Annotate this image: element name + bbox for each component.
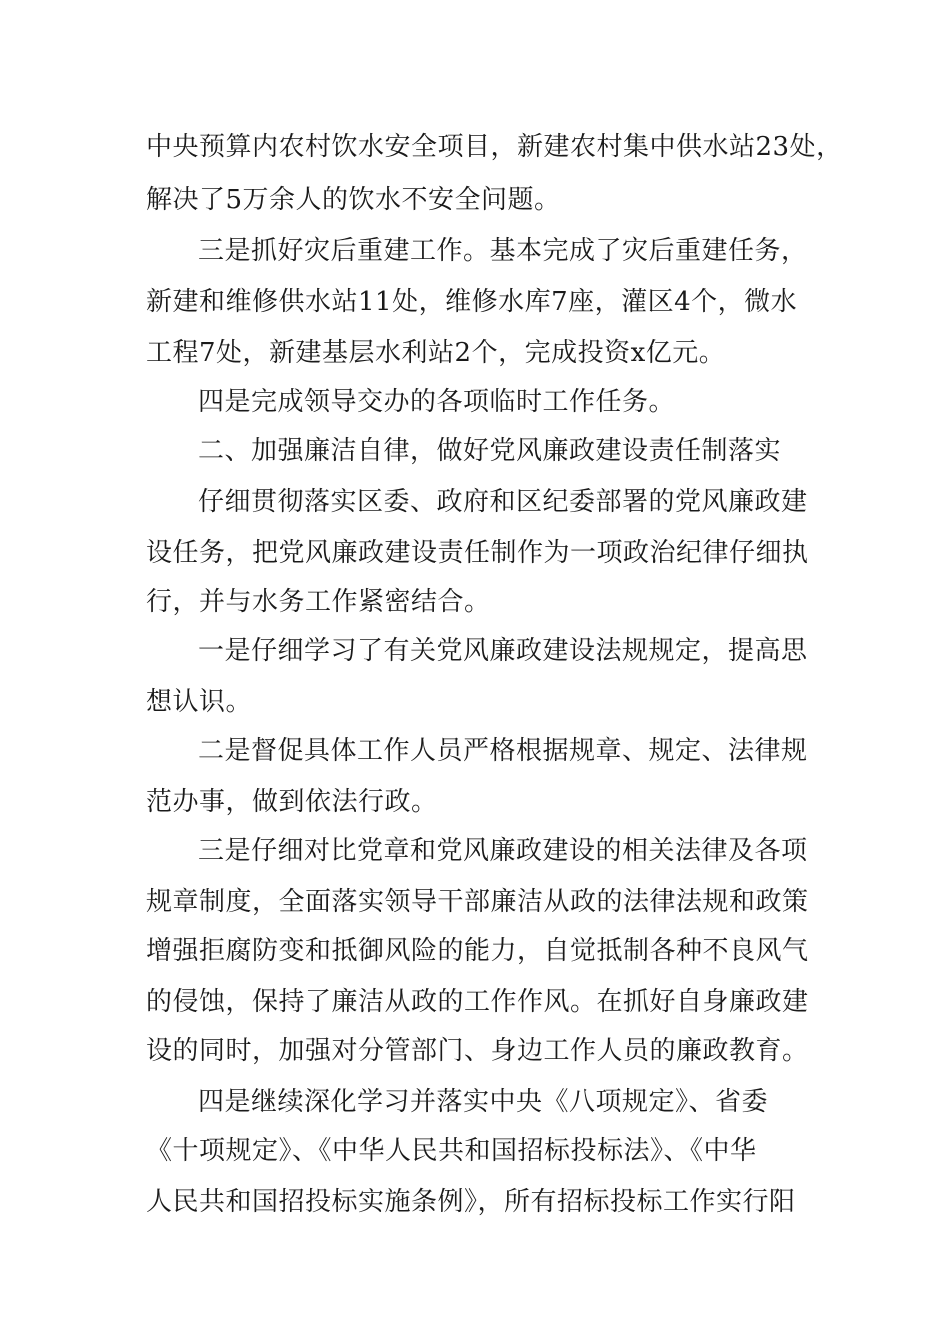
text-line: 设的同时，加强对分管部门、身边工作人员的廉政教育。: [146, 1036, 809, 1066]
text-line: 设任务，把党风廉政建设责任制作为一项政治纪律仔细执: [146, 538, 809, 568]
text-line: 规章制度，全面落实领导干部廉洁从政的法律法规和政策: [146, 887, 809, 917]
text-line: 工程7处，新建基层水利站2个，完成投资x亿元。: [146, 338, 726, 368]
text-line: 新建和维修供水站11处，维修水库7座，灌区4个，微水: [146, 287, 798, 317]
text-line: 三是仔细对比党章和党风廉政建设的相关法律及各项: [198, 836, 808, 866]
text-line: 中央预算内农村饮水安全项目，新建农村集中供水站23处，: [146, 132, 843, 162]
section-heading: 二、加强廉洁自律，做好党风廉政建设责任制落实: [198, 436, 782, 466]
text-line: 《十项规定》、《中华人民共和国招标投标法》、《中华: [146, 1136, 757, 1166]
text-line: 二是督促具体工作人员严格根据规章、规定、法律规: [198, 736, 808, 766]
text-line: 仔细贯彻落实区委、政府和区纪委部署的党风廉政建: [198, 487, 808, 517]
text-line: 范办事，做到依法行政。: [146, 787, 438, 817]
text-line: 一是仔细学习了有关党风廉政建设法规规定，提高思: [198, 636, 808, 666]
text-line: 三是抓好灾后重建工作。基本完成了灾后重建任务，: [198, 236, 808, 266]
text-line: 解决了5万余人的饮水不安全问题。: [146, 185, 561, 215]
text-line: 人民共和国招投标实施条例》，所有招标投标工作实行阳: [146, 1187, 796, 1217]
text-line: 四是继续深化学习并落实中央《八项规定》、省委: [198, 1087, 769, 1117]
text-line: 想认识。: [146, 687, 253, 717]
text-line: 的侵蚀，保持了廉洁从政的工作作风。在抓好自身廉政建: [146, 987, 809, 1017]
text-line: 增强拒腐防变和抵御风险的能力，自觉抵制各种不良风气: [146, 936, 809, 966]
text-line: 四是完成领导交办的各项临时工作任务。: [198, 387, 676, 417]
text-line: 行，并与水务工作紧密结合。: [146, 587, 491, 617]
